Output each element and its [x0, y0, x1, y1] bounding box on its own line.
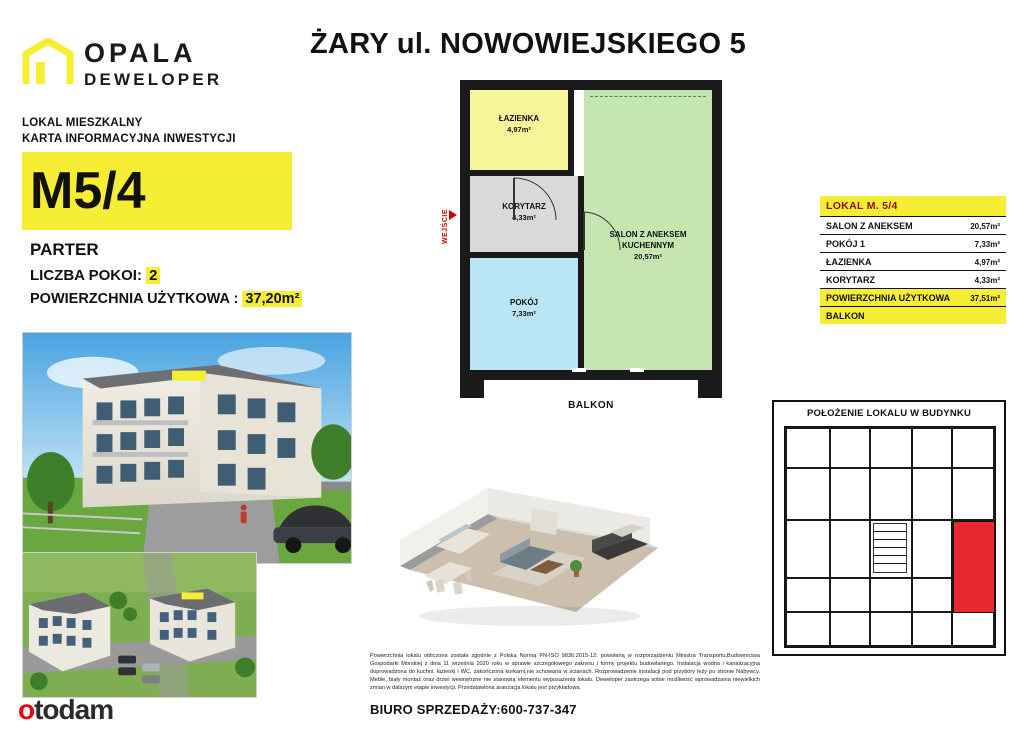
room-pokoj-name: POKÓJ: [509, 298, 538, 307]
rooms-row: [30, 267, 330, 284]
room-pokoj: [470, 258, 578, 370]
plan-balcony-opening-2: [630, 368, 644, 372]
door-salon-icon: [582, 210, 622, 254]
room-korytarz-area: 4,33m²: [512, 212, 536, 222]
entry-arrow-icon: [449, 210, 457, 220]
interior-3d-render: [380, 470, 680, 630]
table-row-label: POWIERZCHNIA UŻYTKOWA: [826, 293, 951, 303]
house-outline-icon: [22, 38, 74, 88]
area-row: [30, 291, 330, 307]
entry-label: WEJŚCIE: [442, 208, 449, 244]
table-row-value: 4,97m²: [974, 257, 1000, 267]
floor-label: PARTER: [30, 240, 99, 259]
highlighted-unit: [953, 521, 995, 613]
document-subtitle: [22, 116, 302, 147]
otodom-watermark-first: o: [18, 694, 35, 725]
floor-plan: [460, 80, 722, 430]
plan-balcony-wall-right: [698, 370, 722, 398]
door-lazienka-icon: [512, 176, 558, 222]
rooms-label: LICZBA POKOI:: [30, 267, 142, 284]
plan-wall-bottom: [460, 370, 722, 380]
brand-logo: [22, 36, 282, 96]
plan-wall-right: [712, 80, 722, 380]
table-row: [820, 271, 1006, 289]
legal-note: Powierzchnia lokalu obliczona została zgodnie z Polską Normą PN-ISO 9836:2015-12. powołaną w rozporządzeniu Ministra Transportu,Budownictwa Gospodarki Morskiej z dnia 11 września 2020 roku w sprawie szczegółowego zakresu i formy projektu budowlanego. Instalacja wodna i kanalizacyjna doprowadzona do kuchni, łazienki i WC, zakończona korkami,nie schowana w ścianach. Rozprowadzenie instalacji pod przybory leży po stronie Nabywcy. Meble, biały montaż oraz drzwi wewnętrzne nie stanowią elementu wyposażenia lokalu. Deweloper zastrzega sobie możliwość wprowadzania niewielkich zmian w dalszym etapie inwestycji. Przedstawiona aranżacja lokalu jest przykładowa.: [370, 653, 760, 692]
otodom-watermark-rest: todam: [34, 694, 114, 725]
table-row: [820, 307, 1006, 324]
table-row-value: 4,33m²: [974, 275, 1000, 285]
plan-wall-left: [460, 80, 470, 380]
sales-office-phone: BIURO SPRZEDAŻY:600-737-347: [370, 702, 577, 717]
plan-wall-lazienka-right: [568, 90, 574, 176]
building-location-title: POŁOŻENIE LOKALU W BUDYNKU: [806, 408, 972, 419]
table-row: [820, 253, 1006, 271]
subtitle-line-1: LOKAL MIESZKALNY: [22, 117, 143, 129]
area-table-title: LOKAL M. 5/4: [820, 196, 1006, 216]
otodom-watermark: [18, 694, 113, 726]
plan-dashed-line: [590, 96, 706, 97]
table-row-value: 20,57m²: [970, 221, 1000, 231]
area-table: [820, 196, 1006, 324]
plan-wall-top: [460, 80, 722, 90]
table-row-value: 7,33m²: [974, 239, 1000, 249]
plan-balcony-opening-1: [572, 368, 586, 372]
table-row: [820, 289, 1006, 307]
plan-balcony-wall-left: [460, 370, 484, 398]
unit-details: [30, 240, 330, 307]
room-pokoj-area: 7,33m²: [512, 308, 536, 318]
table-row-label: KORYTARZ: [826, 275, 875, 285]
room-lazienka-name: ŁAZIENKA: [498, 114, 540, 123]
brand-name-secondary: DEWELOPER: [84, 70, 223, 89]
room-lazienka-area: 4,97m²: [507, 124, 531, 134]
table-row-label: ŁAZIENKA: [826, 257, 872, 267]
table-row: [820, 235, 1006, 253]
room-salon-area: 20,57m²: [634, 251, 662, 261]
building-photo-aerial: [22, 552, 257, 698]
building-photo-exterior: [22, 332, 352, 564]
table-row: [820, 216, 1006, 235]
table-row-label: BALKON: [826, 311, 865, 321]
room-lazienka: [470, 90, 568, 170]
balcony-label: BALKON: [568, 400, 614, 411]
table-row-label: POKÓJ 1: [826, 239, 866, 249]
room-salon-name: SALON Z ANEKSEM KUCHENNYM: [609, 230, 687, 250]
area-value: 37,20m²: [242, 291, 302, 307]
brand-name-primary: OPALA: [84, 38, 197, 68]
table-row-value: 37,51m²: [970, 293, 1000, 303]
rooms-value: 2: [146, 267, 160, 284]
building-mini-plan: [784, 426, 996, 648]
building-location-box: [772, 400, 1006, 656]
room-korytarz-name: KORYTARZ: [502, 202, 546, 211]
page-title: ŻARY ul. NOWOWIEJSKIEGO 5: [310, 28, 747, 60]
subtitle-line-2: KARTA INFORMACYJNA INWESTYCJI: [22, 132, 236, 145]
area-label: POWIERZCHNIA UŻYTKOWA :: [30, 291, 239, 307]
table-row-label: SALON Z ANEKSEM: [826, 221, 913, 231]
unit-code-text: M5/4: [30, 162, 146, 220]
